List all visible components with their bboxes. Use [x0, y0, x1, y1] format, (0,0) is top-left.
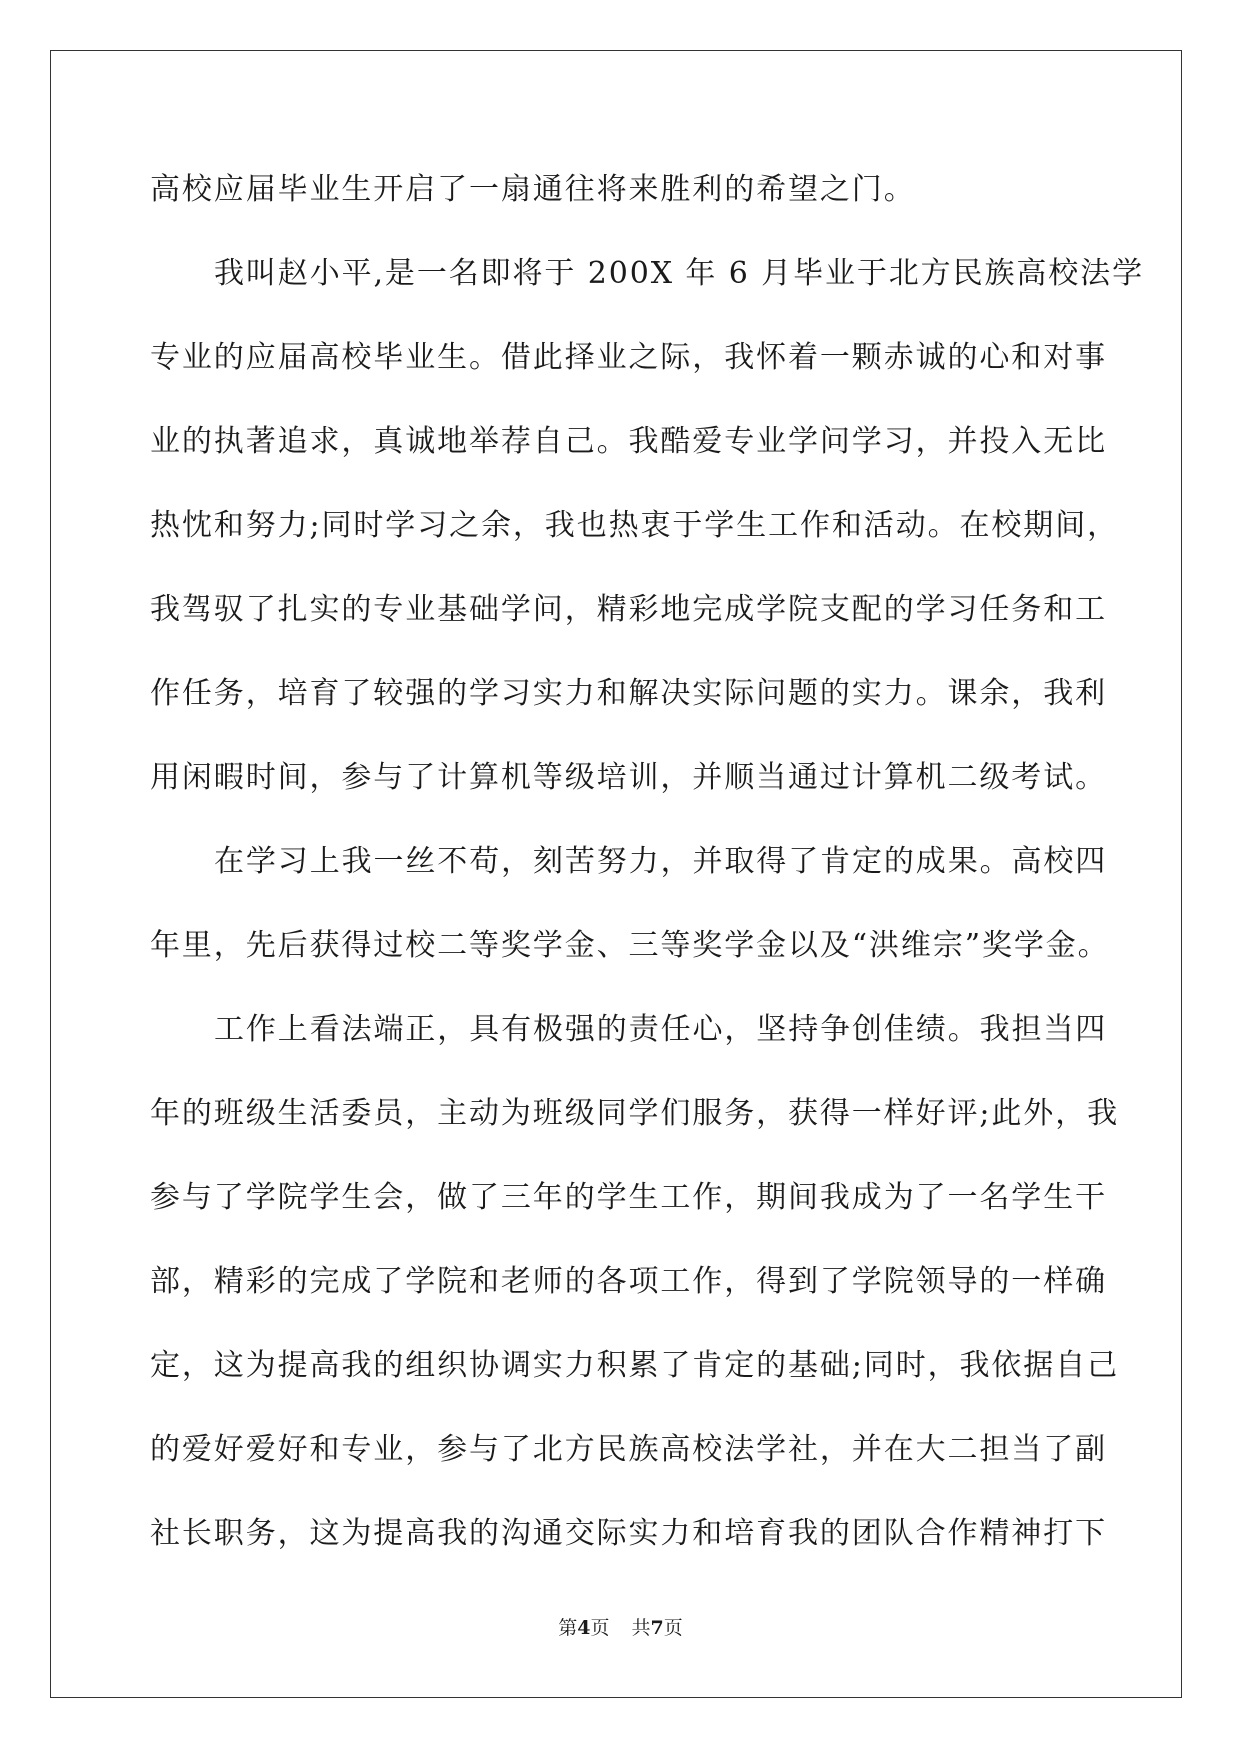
text-line: 社长职务，这为提高我的沟通交际实力和培育我的团队合作精神打下	[150, 1516, 1107, 1551]
page-suffix: 页	[590, 1617, 610, 1639]
text-line: 我叫赵小平,是一名即将于 200X 年 6 月毕业于北方民族高校法学	[214, 256, 1144, 291]
text-line: 作任务，培育了较强的学习实力和解决实际问题的实力。课余，我利	[150, 676, 1107, 711]
text-line: 我驾驭了扎实的专业基础学问，精彩地完成学院支配的学习任务和工	[150, 592, 1107, 627]
text-line: 热忱和努力;同时学习之余，我也热衷于学生工作和活动。在校期间，	[150, 508, 1120, 543]
text-line: 部，精彩的完成了学院和老师的各项工作，得到了学院领导的一样确	[150, 1264, 1107, 1299]
text-line: 工作上看法端正，具有极强的责任心，坚持争创佳绩。我担当四	[214, 1012, 1108, 1047]
total-page-count: 7	[650, 1617, 664, 1639]
text-line: 定，这为提高我的组织协调实力积累了肯定的基础;同时，我依据自己	[150, 1348, 1120, 1383]
text-line: 年里，先后获得过校二等奖学金、三等奖学金以及“洪维宗”奖学金。	[150, 928, 1110, 963]
text-line: 年的班级生活委员，主动为班级同学们服务，获得一样好评;此外，我	[150, 1096, 1120, 1131]
text-line: 业的执著追求，真诚地举荐自己。我酷爱专业学问学习，并投入无比	[150, 424, 1107, 459]
text-line: 参与了学院学生会，做了三年的学生工作，期间我成为了一名学生干	[150, 1180, 1107, 1215]
document-body	[150, 160, 1144, 1588]
text-line: 在学习上我一丝不苟，刻苦努力，并取得了肯定的成果。高校四	[214, 844, 1108, 879]
text-line: 的爱好爱好和专业，参与了北方民族高校法学社，并在大二担当了副	[150, 1432, 1107, 1467]
text-line: 高校应届毕业生开启了一扇通往将来胜利的希望之门。	[150, 172, 916, 207]
current-page-number: 4	[577, 1617, 591, 1639]
page-footer	[0, 1616, 1241, 1640]
text-line: 专业的应届高校毕业生。借此择业之际，我怀着一颗赤诚的心和对事	[150, 340, 1107, 375]
page-prefix: 第	[558, 1617, 578, 1639]
total-prefix: 共	[631, 1617, 651, 1639]
text-line: 用闲暇时间，参与了计算机等级培训，并顺当通过计算机二级考试。	[150, 760, 1107, 795]
total-suffix: 页	[663, 1617, 683, 1639]
